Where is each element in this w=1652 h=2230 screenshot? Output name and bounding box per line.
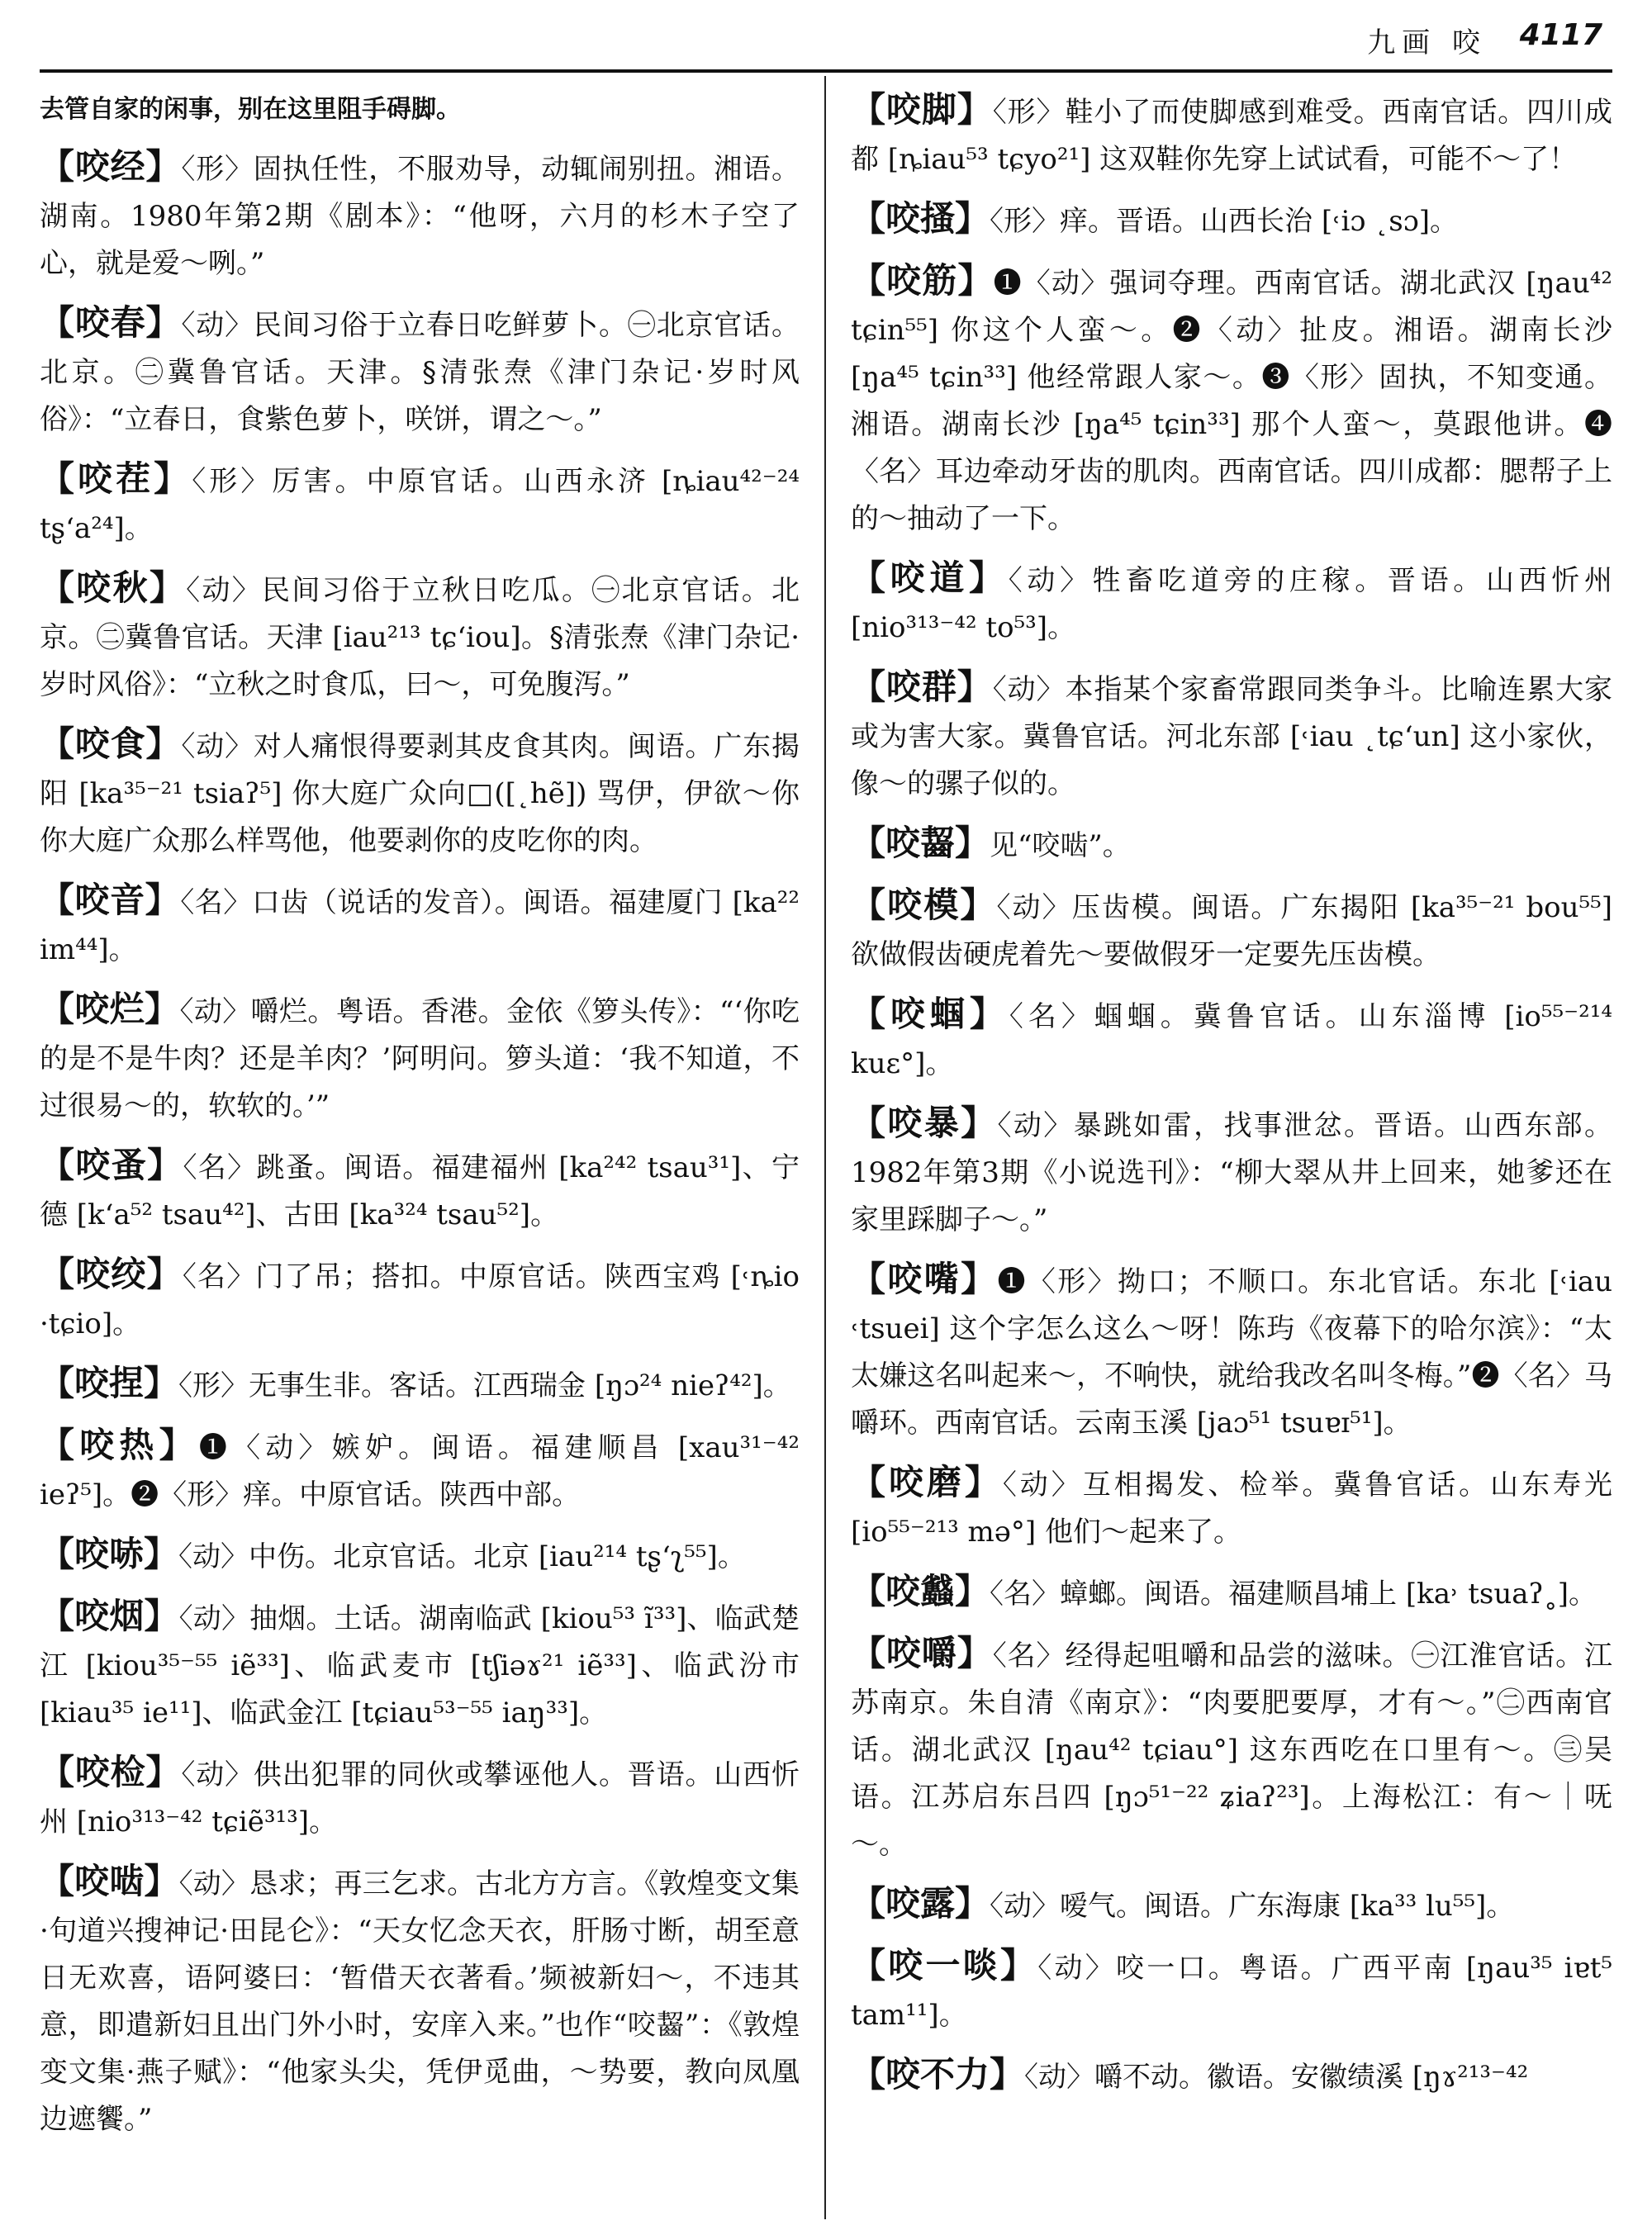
dictionary-entry (851, 257, 1612, 543)
entry-headword: 【咬一啖】 (851, 1945, 1038, 1986)
entry-headword: 【咬群】 (851, 667, 993, 707)
entry-definition: ❶〈形〉拗口；不顺口。东北官话。东北 [˓iau ˓tsuei] 这个字怎么这么～呀！陈玙《夜幕下的哈尔滨》：“太太嫌这名叫起来～，不响快，就给我改名叫冬梅。”❷〈名〉马嚼环。西南官话。云南玉溪 [jaɔ⁵¹ tsuɐɪ⁵¹]。 (851, 1265, 1612, 1440)
entry-definition: 〈动〉对人痛恨得要剥其皮食其肉。闽语。广东揭阳 [ka³⁵⁻²¹ tsiaʔ⁵] 你大庭广众向□([˛hẽ]) 骂伊，伊欲～你你大庭广众那么样骂他，他要剥你的皮吃你的肉。 (40, 730, 800, 857)
entry-definition: 〈动〉咬一口。粤语。广西平南 [ŋau³⁵ iɐt⁵ tam¹¹]。 (851, 1952, 1612, 2032)
entry-definition: 〈动〉压齿模。闽语。广东揭阳 [ka³⁵⁻²¹ bou⁵⁵] 欲做假齿硬虎着先～要做假牙一定要先压齿模。 (851, 891, 1612, 971)
entry-definition: 〈动〉民间习俗于立春日吃鲜萝卜。㊀北京官话。北京。㊁冀鲁官话。天津。§清张焘《津门杂记·岁时风俗》：“立春日，食紫色萝卜，咲饼，谓之～。” (40, 309, 800, 436)
entry-headword: 【咬脚】 (851, 89, 993, 130)
entry-headword: 【咬秋】 (40, 567, 187, 608)
entry-definition: 〈名〉经得起咀嚼和品尝的滋味。㊀江淮官话。江苏南京。朱自清《南京》：“肉要肥要厚，才有～。”㊁西南官话。湖北武汉 [ŋau⁴² tɕiau°] 这东西吃在口里有～。㊂吴语。江苏启东吕四 [ŋɔ⁵¹⁻²² ʑiaʔ²³]。上海松江：有～｜呒～。 (851, 1639, 1612, 1861)
dictionary-entry (40, 985, 800, 1130)
dictionary-entry (851, 554, 1612, 652)
entry-headword: 【咬筋】 (851, 260, 994, 301)
entry-definition: ❶〈动〉嫉妒。闽语。福建顺昌 [xau³¹⁻⁴² ieʔ⁵]。❷〈形〉痒。中原官话。陕西中部。 (40, 1431, 800, 1511)
entry-definition: 见“咬啮”。 (990, 829, 1131, 862)
dictionary-entry (40, 1359, 800, 1410)
entry-headword: 【咬蚤】 (40, 1145, 183, 1185)
dictionary-entry (851, 1459, 1612, 1556)
entry-definition: 〈动〉互相揭发、检举。冀鲁官话。山东寿光 [io⁵⁵⁻²¹³ mə°] 他们～起来了。 (851, 1468, 1612, 1549)
dictionary-entry (40, 1858, 800, 2143)
entry-definition: 〈形〉痒。晋语。山西长治 [˓iɔ ˛sɔ]。 (990, 205, 1459, 238)
dictionary-entry (40, 1748, 800, 1846)
entry-definition: 〈动〉嚼烂。粤语。香港。金依《箩头传》：“‘你吃的是不是牛肉？还是羊肉？’阿明问。箩头道：‘我不知道，不过很易～的，软软的。’” (40, 995, 800, 1122)
entry-headword: 【咬蠽】 (851, 1571, 990, 1611)
entry-headword: 【咬检】 (40, 1752, 182, 1792)
entry-definition: 〈动〉本指某个家畜常跟同类争斗。比喻连累大家或为害大家。冀鲁官话。河北东部 [˓iau ˛tɕ‘un] 这小家伙，像～的骡子似的。 (851, 673, 1612, 800)
continued-text: 去管自家的闲事，别在这里阻手碍脚。 (40, 95, 461, 124)
entry-definition: 〈动〉抽烟。土话。湖南临武 [kiou⁵³ ĩ³³]、临武楚江 [kiou³⁵⁻⁵⁵ iẽ³³]、临武麦市 [tʃiəɤ²¹ iẽ³³]、临武汾市 [kiau³⁵ ie¹¹]、临武金江 [tɕiau⁵³⁻⁵⁵ iaŋ³³]。 (40, 1602, 800, 1729)
dictionary-entry (851, 1568, 1612, 1618)
entry-definition: 〈动〉嗳气。闽语。广东海康 [ka³³ lu⁵⁵]。 (990, 1890, 1515, 1923)
entry-headword: 【咬嘴】 (851, 1259, 998, 1299)
section-title: 九画 咬 (1367, 26, 1487, 59)
entry-definition: 〈动〉供出犯罪的同伙或攀诬他人。晋语。山西忻州 [nio³¹³⁻⁴² tɕiẽ³¹³]。 (40, 1758, 800, 1839)
entry-definition: 〈形〉固执任性，不服劝导，动辄闹别扭。湘语。湖南。1980年第2期《剧本》：“他呀，六月的杉木子空了心，就是爱～咧。” (40, 153, 800, 280)
entry-definition: 〈形〉无事生非。客话。江西瑞金 [ŋɔ²⁴ nieʔ⁴²]。 (178, 1369, 791, 1402)
entry-definition: 〈形〉鞋小了而使脚感到难受。西南官话。四川成都 [ȵiau⁵³ tɕyo²¹] 这双鞋你先穿上试试看，可能不～了！ (851, 96, 1612, 176)
entry-definition: 〈动〉暴跳如雷，找事泄忿。晋语。山西东部。1982年第3期《小说选刊》：“柳大翠从井上回来，她爹还在家里踩脚子～。” (851, 1109, 1612, 1236)
dictionary-entry (40, 143, 800, 287)
entry-headword: 【咬烂】 (40, 989, 180, 1029)
dictionary-entry (40, 1421, 800, 1519)
dictionary-entry (40, 720, 800, 865)
entry-headword: 【咬齧】 (851, 823, 990, 863)
dictionary-entry (851, 195, 1612, 245)
dictionary-entry (851, 1099, 1612, 1244)
column-divider (824, 76, 826, 2219)
entry-definition: 〈形〉厉害。中原官话。山西永济 [ȵiau⁴²⁻²⁴ tʂ‘a²⁴]。 (40, 465, 800, 545)
dictionary-entry (851, 881, 1612, 979)
entry-headword: 【咬经】 (40, 146, 182, 187)
entry-headword: 【咬搔】 (851, 198, 990, 239)
entry-definition: 〈动〉牲畜吃道旁的庄稼。晋语。山西忻州 [nio³¹³⁻⁴² to⁵³]。 (851, 564, 1612, 644)
dictionary-entry (851, 663, 1612, 808)
dictionary-entry (851, 1255, 1612, 1447)
entry-definition: ❶〈动〉强词夺理。西南官话。湖北武汉 [ŋau⁴² tɕin⁵⁵] 你这个人蛮～。❷〈动〉扯皮。湘语。湖南长沙 [ŋa⁴⁵ tɕin³³] 他经常跟人家～。❸〈形〉固执，不知变通。湘语。湖南长沙 [ŋa⁴⁵ tɕin³³] 那个人蛮～，莫跟他讲。❹〈名〉耳边牵动牙齿的肌肉。西南官话。四川成都：腮帮子上的～抽动了一下。 (851, 267, 1612, 535)
entry-headword: 【咬哧】 (40, 1534, 179, 1574)
dictionary-entry (40, 564, 800, 709)
entry-headword: 【咬春】 (40, 302, 182, 343)
entry-headword: 【咬茬】 (40, 458, 192, 499)
dictionary-entry (851, 1942, 1612, 2039)
dictionary-entry (40, 876, 800, 974)
entry-headword: 【咬热】 (40, 1425, 199, 1465)
dictionary-entry (851, 2051, 1612, 2101)
dictionary-entry (851, 990, 1612, 1088)
left-column (40, 86, 800, 2155)
dictionary-entry (40, 455, 800, 553)
entry-definition: 〈名〉跳蚤。闽语。福建福州 [ka²⁴² tsau³¹]、宁德 [k‘a⁵² tsau⁴²]、古田 [ka³²⁴ tsau⁵²]。 (40, 1151, 800, 1231)
entry-headword: 【咬磨】 (851, 1462, 1003, 1502)
entry-headword: 【咬模】 (851, 885, 997, 925)
dictionary-entry (40, 1141, 800, 1239)
entry-headword: 【咬道】 (851, 558, 1009, 598)
entry-definition: 〈名〉蝈蝈。冀鲁官话。山东淄博 [io⁵⁵⁻²¹⁴ kuɛ°]。 (851, 1000, 1612, 1080)
entry-headword: 【咬啮】 (40, 1861, 179, 1901)
dictionary-entry (40, 299, 800, 444)
dictionary-entry (851, 1630, 1612, 1868)
entry-definition: 〈名〉门了吊；搭扣。中原官话。陕西宝鸡 [˓ȵio ·tɕio]。 (40, 1260, 800, 1340)
entry-definition: 〈名〉口齿（说话的发音）。闽语。福建厦门 [ka²² im⁴⁴]。 (40, 886, 800, 966)
page-header (0, 15, 1652, 59)
entry-headword: 【咬食】 (40, 724, 182, 764)
dictionary-entry (851, 86, 1612, 183)
entry-definition: 〈名〉蟑螂。闽语。福建顺昌埔上 [ka˒ tsuaʔ˳]。 (990, 1578, 1597, 1611)
dictionary-entry (851, 1880, 1612, 1930)
entry-definition: 〈动〉恳求；再三乞求。古北方方言。《敦煌变文集·句道兴搜神记·田昆仑》：“天女忆念天衣，肝肠寸断，胡至意日无欢喜，语阿婆曰：‘暂借天衣著看。’频被新妇～，不违其意，即遣新妇且出门外小时，安庠入来。”也作“咬齧”：《敦煌变文集·燕子赋》：“他家头尖，凭伊觅曲，～势要，教向凤凰边遮饗。” (40, 1867, 800, 2136)
header-rule (40, 69, 1612, 73)
entry-definition: 〈动〉嚼不动。徽语。安徽绩溪 [ŋɤ²¹³⁻⁴² (1024, 2061, 1529, 2094)
entry-headword: 【咬露】 (851, 1883, 990, 1924)
entry-definition: 〈动〉民间习俗于立秋日吃瓜。㊀北京官话。北京。㊁冀鲁官话。天津 [iau²¹³ tɕ‘iou]。§清张焘《津门杂记·岁时风俗》：“立秋之时食瓜，曰～，可免腹泻。” (40, 574, 800, 701)
entry-headword: 【咬嚼】 (851, 1633, 993, 1673)
entry-headword: 【咬烟】 (40, 1596, 179, 1636)
dictionary-entry (40, 1592, 800, 1737)
entry-headword: 【咬蝈】 (851, 994, 1009, 1034)
dictionary-entry (851, 819, 1612, 870)
entry-headword: 【咬不力】 (851, 2054, 1025, 2095)
dictionary-entry (40, 1250, 800, 1348)
right-column (851, 86, 1612, 2113)
entry-headword: 【咬绞】 (40, 1254, 183, 1294)
entry-headword: 【咬暴】 (851, 1103, 998, 1143)
page-number: 4117 (1519, 18, 1602, 52)
entry-headword: 【咬捏】 (40, 1363, 179, 1403)
entry-headword: 【咬音】 (40, 880, 181, 920)
dictionary-entry (40, 1530, 800, 1581)
entry-definition: 〈动〉中伤。北京官话。北京 [iau²¹⁴ tʂ‘ʅ⁵⁵]。 (178, 1540, 746, 1573)
